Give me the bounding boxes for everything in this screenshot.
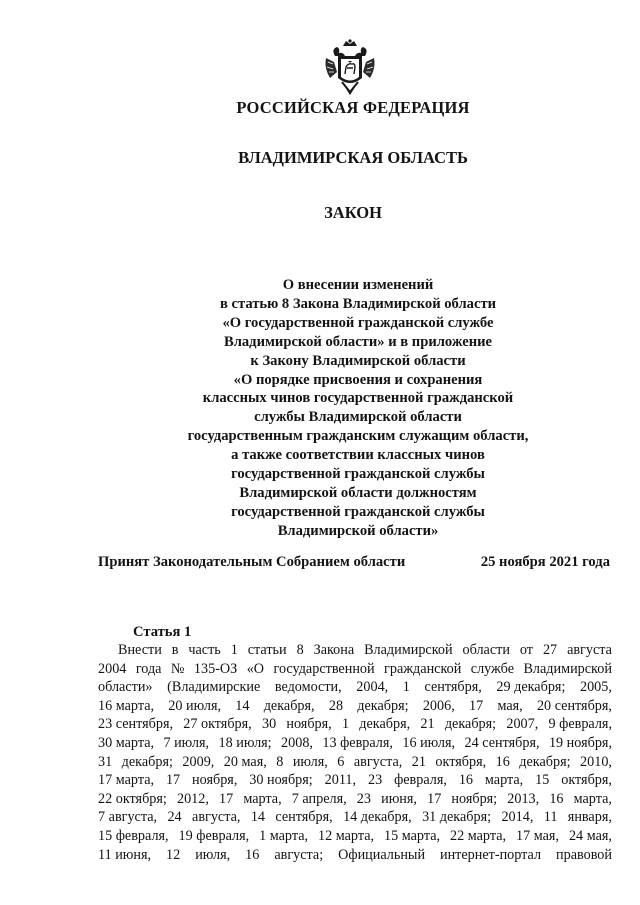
article-word: Владимирской (523, 660, 612, 677)
article-word: августа (567, 642, 612, 658)
article-word: декабря, (359, 716, 411, 733)
article-word: 15 (535, 772, 550, 789)
article-word: 22 марта, (450, 827, 507, 844)
article-word: 7 апреля, (291, 790, 347, 807)
article-word: января, (567, 809, 612, 826)
article-line (98, 771, 612, 790)
article-word: марта, (484, 772, 524, 789)
article-word: 17 (427, 790, 442, 807)
law-title-line: Владимирской области» и в приложение (223, 333, 493, 350)
article-word: 14 (235, 697, 250, 714)
article-word: июля, (195, 846, 231, 863)
article-word: 12 марта, (318, 827, 375, 844)
article-line (98, 827, 612, 846)
article-word: 30 марта, (98, 734, 155, 751)
article-line (98, 715, 612, 734)
article-word: 15 февраля, (98, 827, 169, 844)
article-word: 24 мая, (568, 827, 612, 844)
article-word: Внести (118, 642, 162, 658)
country-heading: РОССИЙСКАЯ ФЕДЕРАЦИЯ (236, 98, 470, 117)
article-word: 9 февраля, (548, 716, 612, 733)
article-word: 17 (219, 790, 234, 807)
law-title-line: О внесении изменений (282, 277, 434, 293)
law-title-line: к Закону Владимирской области (250, 352, 466, 369)
article-word: 30 ноября; (249, 772, 313, 789)
coat-of-arms-icon (321, 38, 379, 96)
article-word: 2008, (281, 734, 313, 751)
article-word: 7 июля, (163, 734, 210, 751)
article-word: № (170, 660, 185, 677)
article-word: сентября, (275, 809, 333, 826)
adoption-date: 25 ноября 2021 года (480, 554, 610, 570)
article-word: 22 октября; (98, 790, 167, 807)
article-line (98, 660, 612, 679)
article-word: марта, (243, 790, 282, 807)
article-word: 2014, (501, 809, 534, 826)
article-word: августа; (274, 846, 324, 863)
article-word: 17 (469, 697, 484, 714)
article-word: сентября, (424, 679, 482, 696)
article-word: 19 февраля, (178, 827, 250, 844)
law-title-line: «О порядке присвоения и сохранения (233, 371, 483, 388)
article-word: 16 (458, 772, 474, 789)
law-title-line: классных чинов государственной гражданской (202, 390, 514, 407)
article-line (98, 753, 612, 772)
article-word: часть (188, 642, 221, 658)
article-word: года (135, 660, 162, 677)
article-word: «О (246, 660, 265, 677)
article-word: 1 (341, 716, 350, 733)
article-word: 21 (420, 716, 435, 733)
article-body (98, 641, 612, 864)
article-word: 16 марта, (98, 697, 155, 714)
article-word: марта, (573, 790, 612, 807)
article-word: от (519, 642, 533, 658)
article-word: 30 (261, 716, 277, 733)
article-word: 23 сентября, (98, 716, 174, 733)
article-word: 2013, (507, 790, 540, 807)
article-word: 16 июля, (402, 734, 456, 751)
article-word: 14 (250, 809, 266, 826)
article-word: декабря; (357, 697, 409, 714)
article-word: 20 мая, (223, 753, 267, 770)
article-word: 20 июля, (168, 697, 222, 714)
article-word: 2007, (506, 716, 539, 733)
article-word: интернет-портал (440, 846, 542, 863)
article-word: 135-ОЗ (193, 660, 238, 677)
law-title-line: а также соответствии классных чинов (231, 447, 485, 464)
article-word: августа, (192, 809, 241, 826)
article-word: службе (470, 660, 514, 677)
article-line (98, 678, 612, 697)
article-line (98, 641, 612, 660)
article-word: ведомости, (274, 679, 342, 696)
article-word: 2005, (579, 679, 612, 696)
article-word: 27 октября, (183, 716, 252, 733)
law-title-line: Владимирской области» (277, 522, 439, 539)
article-word: (Владимирские (167, 679, 261, 696)
article-word: июля, (292, 753, 328, 770)
law-title-line: государственным гражданским служащим области, (187, 428, 529, 445)
article-word: декабря; (121, 753, 173, 770)
article-word: 2010, (580, 753, 612, 770)
article-word: октября, (561, 772, 612, 789)
article-word: 21 (411, 753, 426, 770)
article-word: 1 марта, (259, 827, 309, 844)
article-word: 8 (296, 642, 304, 658)
article-heading: Статья 1 (133, 624, 192, 640)
article-word: 11 июня, (98, 846, 152, 863)
law-title (0, 276, 640, 541)
article-word: 31 декабря; (422, 809, 492, 826)
article-word: 20 сентября, (536, 697, 612, 714)
article-word: 24 (167, 809, 182, 826)
article-word: государственной (273, 660, 375, 677)
article-word: 1 (230, 642, 238, 658)
article-word: 2011, (324, 772, 357, 789)
article-word: 2006, (422, 697, 455, 714)
region-heading: ВЛАДИМИРСКАЯ ОБЛАСТЬ (238, 148, 468, 167)
article-word: 16 (245, 846, 260, 863)
article-word: 8 (276, 753, 284, 770)
article-word: 19 ноября, (548, 734, 612, 751)
article-word: ноября, (286, 716, 332, 733)
article-word: 11 (543, 809, 558, 826)
article-word: 23 (367, 772, 383, 789)
article-word: ноября, (192, 772, 238, 789)
article-word: 1 (402, 679, 410, 696)
law-title-line: в статью 8 Закона Владимирской области (219, 295, 497, 312)
article-word: 2009, (182, 753, 215, 770)
article-word: 7 августа, (98, 809, 158, 826)
article-word: февраля, (394, 772, 447, 789)
article-word: 17 (165, 772, 181, 789)
article-word: Владимирской (364, 642, 453, 658)
article-word: 13 февраля, (322, 734, 393, 751)
article-word: 2012, (176, 790, 209, 807)
law-title-line: государственной гражданской службы (231, 503, 485, 520)
article-word: в (171, 642, 179, 658)
article-word: 31 (98, 753, 113, 770)
article-word: области (462, 642, 510, 658)
document-type-heading: ЗАКОН (324, 203, 382, 222)
law-title-line: государственной гражданской службы (231, 466, 485, 483)
article-word: 2004, (356, 679, 389, 696)
article-word: 16 (549, 790, 564, 807)
article-word: Официальный (338, 846, 426, 863)
article-line (98, 790, 612, 809)
article-word: 17 мая, (516, 827, 559, 844)
article-word: декабря; (444, 716, 497, 733)
article-word: декабря; (519, 753, 571, 770)
article-line (98, 697, 612, 716)
article-word: Закона (313, 642, 355, 658)
article-word: 29 декабря; (496, 679, 566, 696)
law-title-line: службы Владимирской области (254, 409, 462, 426)
article-word: мая, (497, 697, 523, 714)
article-line (98, 846, 612, 865)
article-word: области» (98, 679, 153, 696)
law-title-line: «О государственной гражданской службе (222, 314, 494, 331)
article-word: 17 марта, (98, 772, 155, 789)
article-word: 23 (356, 790, 371, 807)
article-word: 18 июля; (218, 734, 272, 751)
article-word: 15 марта, (384, 827, 441, 844)
article-word: августа, (353, 753, 403, 770)
article-word: 6 (337, 753, 345, 770)
article-word: 14 декабря, (343, 809, 412, 826)
article-word: 27 (542, 642, 558, 658)
article-word: июня, (381, 790, 417, 807)
article-word: 28 (328, 697, 344, 714)
article-word: 16 (495, 753, 510, 770)
article-word: 12 (166, 846, 181, 863)
article-word: декабря, (263, 697, 315, 714)
adoption-label: Принят Законодательным Собранием области (98, 554, 406, 570)
article-word: октября, (435, 753, 487, 770)
article-line (98, 734, 612, 753)
article-word: статьи (247, 642, 287, 658)
law-title-line: Владимирской области должностям (239, 484, 477, 501)
article-word: гражданской (384, 660, 462, 677)
article-line (98, 808, 612, 827)
article-word: 2004 (98, 660, 127, 677)
article-word: 24 сентября, (464, 734, 540, 751)
article-word: ноября; (451, 790, 498, 807)
article-word: правовой (556, 846, 612, 863)
